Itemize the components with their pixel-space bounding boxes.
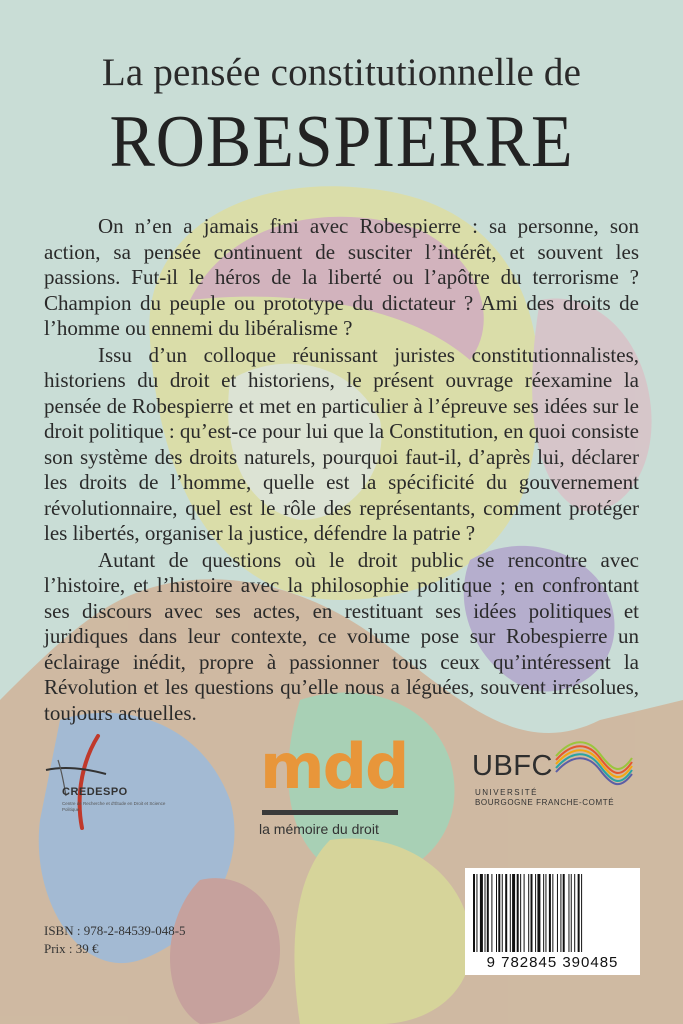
back-cover-blurb bbox=[44, 214, 639, 727]
ubfc-line1: UNIVERSITÉ bbox=[475, 788, 539, 797]
book-title-line2: ROBESPIERRE bbox=[109, 101, 574, 183]
mdd-tagline: la mémoire du droit bbox=[259, 821, 379, 837]
credespo-name: CREDESPO bbox=[62, 786, 128, 798]
mdd-wordmark: mdd bbox=[260, 730, 408, 803]
isbn-block bbox=[44, 922, 186, 958]
price-text: Prix : 39 € bbox=[44, 941, 99, 956]
credespo-emblem-icon bbox=[44, 730, 124, 830]
barcode-digits: 9 782845 390485 bbox=[486, 954, 619, 971]
credespo-subtitle: Centre de Recherche et d'Étude en Droit et Science Politique bbox=[62, 801, 166, 812]
blurb-paragraph-3: Autant de questions où le droit public se rencontre avec l’histoire, et l’histoire avec la philosophie politique ; en confrontant ses discours avec ses actes, en restituant ses idées politiques et juridiques dans leur contexte, ce volume pose sur Robespierre un éclairage inédit, propre à passionner tous ceux qu’intéressent la Révolution et les questions qu’elle nous a léguées, souvent irrésolues, toujours actuelles. bbox=[44, 547, 639, 725]
ubfc-line2: BOURGOGNE FRANCHE-COMTÉ bbox=[475, 798, 615, 807]
barcode bbox=[465, 868, 640, 975]
ubfc-wave-icon bbox=[554, 740, 634, 790]
ubfc-wordmark: UBFC bbox=[472, 750, 553, 782]
blurb-paragraph-1: On n’en a jamais fini avec Robespierre : sa personne, son action, sa pensée continuent de susciter l’intérêt, et souvent les passions. Fut-il le héros de la liberté ou l’apôtre du terrorisme ? Champion du peuple ou prototype du dictateur ? Ami des droits de l’homme ou ennemi du libéralisme ? bbox=[44, 214, 639, 340]
credespo-logo bbox=[44, 730, 194, 830]
blurb-paragraph-2: Issu d’un colloque réunissant juristes constitutionnalistes, historiens du droit et historiens, le présent ouvrage réexamine la pensée de Robespierre et met en particulier à l’épreuve ses idées sur le droit politique : qu’est-ce pour lui que la Constitution, en quoi consiste son système des droits naturels, pourquoi faut-il, d’après lui, déclarer les droits de l’homme, quelle est la spécificité du gouvernement révolutionnaire, quel est le rôle des représentants, comment protéger les libertés, organiser la justice, défendre la patrie ? bbox=[44, 342, 639, 545]
mdd-logo bbox=[256, 730, 416, 840]
isbn-text: ISBN : 978-2-84539-048-5 bbox=[44, 923, 186, 938]
ubfc-logo bbox=[472, 740, 642, 820]
book-title-line1: La pensée constitutionnelle de bbox=[101, 51, 582, 94]
mdd-underline-bar bbox=[262, 810, 398, 815]
